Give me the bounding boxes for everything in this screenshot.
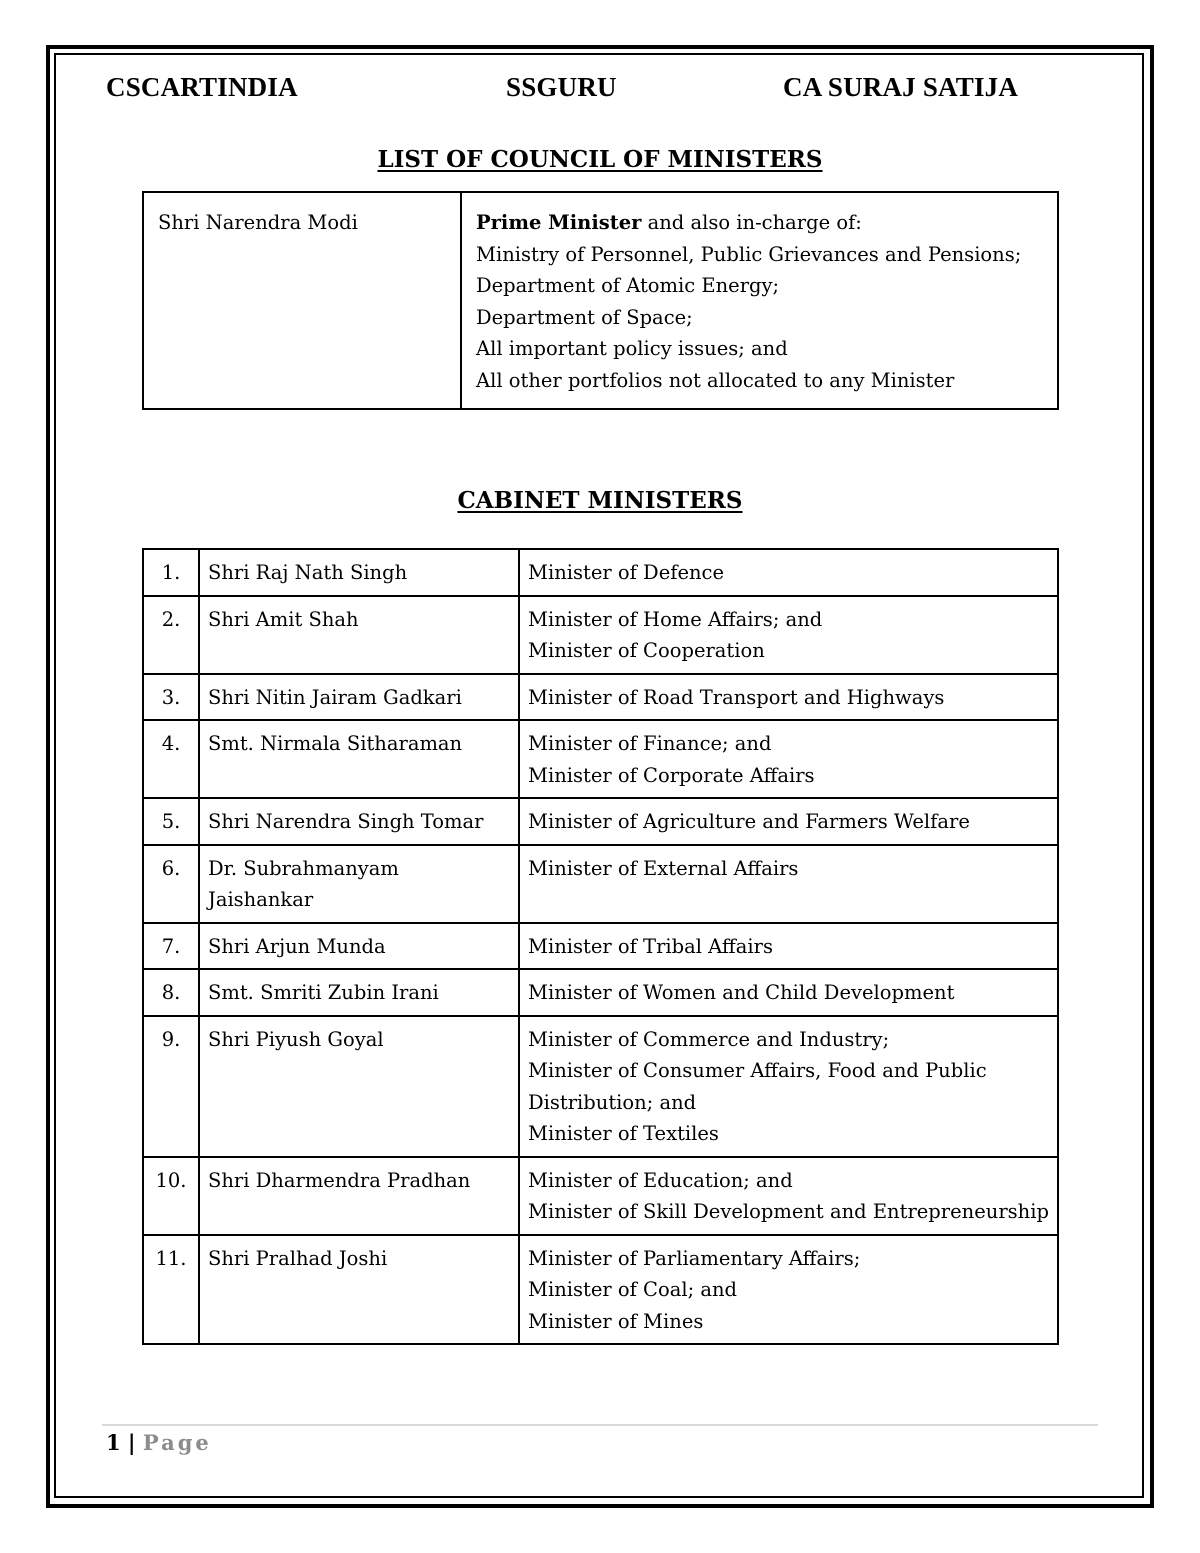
pm-portfolio: Department of Space; [476, 305, 693, 329]
header-left: CSCARTINDIA [106, 72, 298, 102]
minister-number: 3. [143, 674, 199, 721]
prime-minister-row [143, 192, 1058, 409]
portfolio-line: Minister of Cooperation [528, 639, 765, 662]
prime-minister-role-bold: Prime Minister [476, 211, 642, 234]
table-row [143, 845, 1058, 923]
portfolio-line: Minister of Agriculture and Farmers Welfare [528, 810, 970, 833]
portfolio-line: Minister of Coal; and [528, 1278, 738, 1301]
minister-portfolios [519, 969, 1058, 1016]
minister-portfolios [519, 1235, 1058, 1345]
portfolio-line: Minister of Parliamentary Affairs; [528, 1246, 861, 1270]
minister-number: 10. [143, 1157, 199, 1235]
minister-name: Shri Raj Nath Singh [199, 549, 519, 596]
portfolio-line: Minister of External Affairs [528, 856, 799, 880]
header-right: CA SURAJ SATIJA [783, 72, 1019, 102]
pm-portfolio: Ministry of Personnel, Public Grievances and Pensions; [476, 242, 1022, 266]
portfolio-line: Minister of Women and Child Development [528, 981, 955, 1004]
pm-portfolio: All important policy issues; and [476, 337, 788, 360]
pm-portfolio: All other portfolios not allocated to any Minister [476, 368, 955, 392]
minister-number: 11. [143, 1235, 199, 1345]
portfolio-line: Minister of Road Transport and Highways [528, 685, 945, 709]
minister-name: Smt. Nirmala Sitharaman [199, 720, 519, 798]
footer-divider [102, 1424, 1098, 1426]
minister-number: 2. [143, 596, 199, 674]
minister-number: 9. [143, 1016, 199, 1157]
prime-minister-name: Shri Narendra Modi [143, 192, 461, 409]
portfolio-line: Minister of Textiles [528, 1122, 719, 1145]
portfolio-line: Minister of Consumer Affairs, Food and Public Distribution; and [528, 1059, 987, 1114]
minister-portfolios [519, 923, 1058, 970]
table-row [143, 1016, 1058, 1157]
footer-separator: | [120, 1430, 143, 1455]
page-number: 1 [106, 1430, 121, 1455]
minister-name: Smt. Smriti Zubin Irani [199, 969, 519, 1016]
minister-name: Shri Nitin Jairam Gadkari [199, 674, 519, 721]
portfolio-line: Minister of Corporate Affairs [528, 763, 815, 787]
minister-name: Shri Dharmendra Pradhan [199, 1157, 519, 1235]
table-row [143, 923, 1058, 970]
portfolio-line: Minister of Mines [528, 1309, 704, 1333]
minister-number: 7. [143, 923, 199, 970]
minister-name: Shri Pralhad Joshi [199, 1235, 519, 1345]
cabinet-table [142, 548, 1059, 1345]
minister-number: 8. [143, 969, 199, 1016]
portfolio-line: Minister of Defence [528, 561, 725, 584]
page-footer [106, 1430, 212, 1455]
minister-number: 4. [143, 720, 199, 798]
header-middle: SSGURU [506, 72, 617, 102]
minister-name: Shri Piyush Goyal [199, 1016, 519, 1157]
minister-number: 1. [143, 549, 199, 596]
minister-number: 5. [143, 798, 199, 845]
minister-portfolios [519, 674, 1058, 721]
pm-portfolio: Department of Atomic Energy; [476, 274, 780, 297]
minister-portfolios [519, 720, 1058, 798]
minister-portfolios [519, 596, 1058, 674]
portfolio-line: Minister of Tribal Affairs [528, 934, 773, 958]
portfolio-line: Minister of Commerce and Industry; [528, 1027, 890, 1051]
table-row [143, 674, 1058, 721]
table-row [143, 1235, 1058, 1345]
prime-minister-portfolios [461, 192, 1058, 409]
portfolio-line: Minister of Skill Development and Entrepreneurship [528, 1200, 1049, 1223]
minister-name: Shri Arjun Munda [199, 923, 519, 970]
table-row [143, 596, 1058, 674]
table-row [143, 549, 1058, 596]
council-title: LIST OF COUNCIL OF MINISTERS [377, 146, 823, 173]
minister-portfolios [519, 549, 1058, 596]
table-row [143, 720, 1058, 798]
table-row [143, 798, 1058, 845]
table-row [143, 969, 1058, 1016]
minister-name: Dr. Subrahmanyam Jaishankar [199, 845, 519, 923]
minister-name: Shri Amit Shah [199, 596, 519, 674]
prime-minister-table [142, 191, 1059, 410]
minister-portfolios [519, 1157, 1058, 1235]
prime-minister-role [476, 207, 1043, 239]
prime-minister-role-rest: and also in-charge of: [641, 211, 862, 234]
portfolio-line: Minister of Home Affairs; and [528, 607, 823, 631]
table-row [143, 1157, 1058, 1235]
portfolio-line: Minister of Education; and [528, 1168, 793, 1192]
cabinet-title: CABINET MINISTERS [457, 487, 743, 514]
minister-portfolios [519, 845, 1058, 923]
minister-portfolios [519, 1016, 1058, 1157]
page-label: Page [142, 1430, 212, 1455]
minister-number: 6. [143, 845, 199, 923]
portfolio-line: Minister of Finance; and [528, 732, 772, 755]
minister-name: Shri Narendra Singh Tomar [199, 798, 519, 845]
minister-portfolios [519, 798, 1058, 845]
